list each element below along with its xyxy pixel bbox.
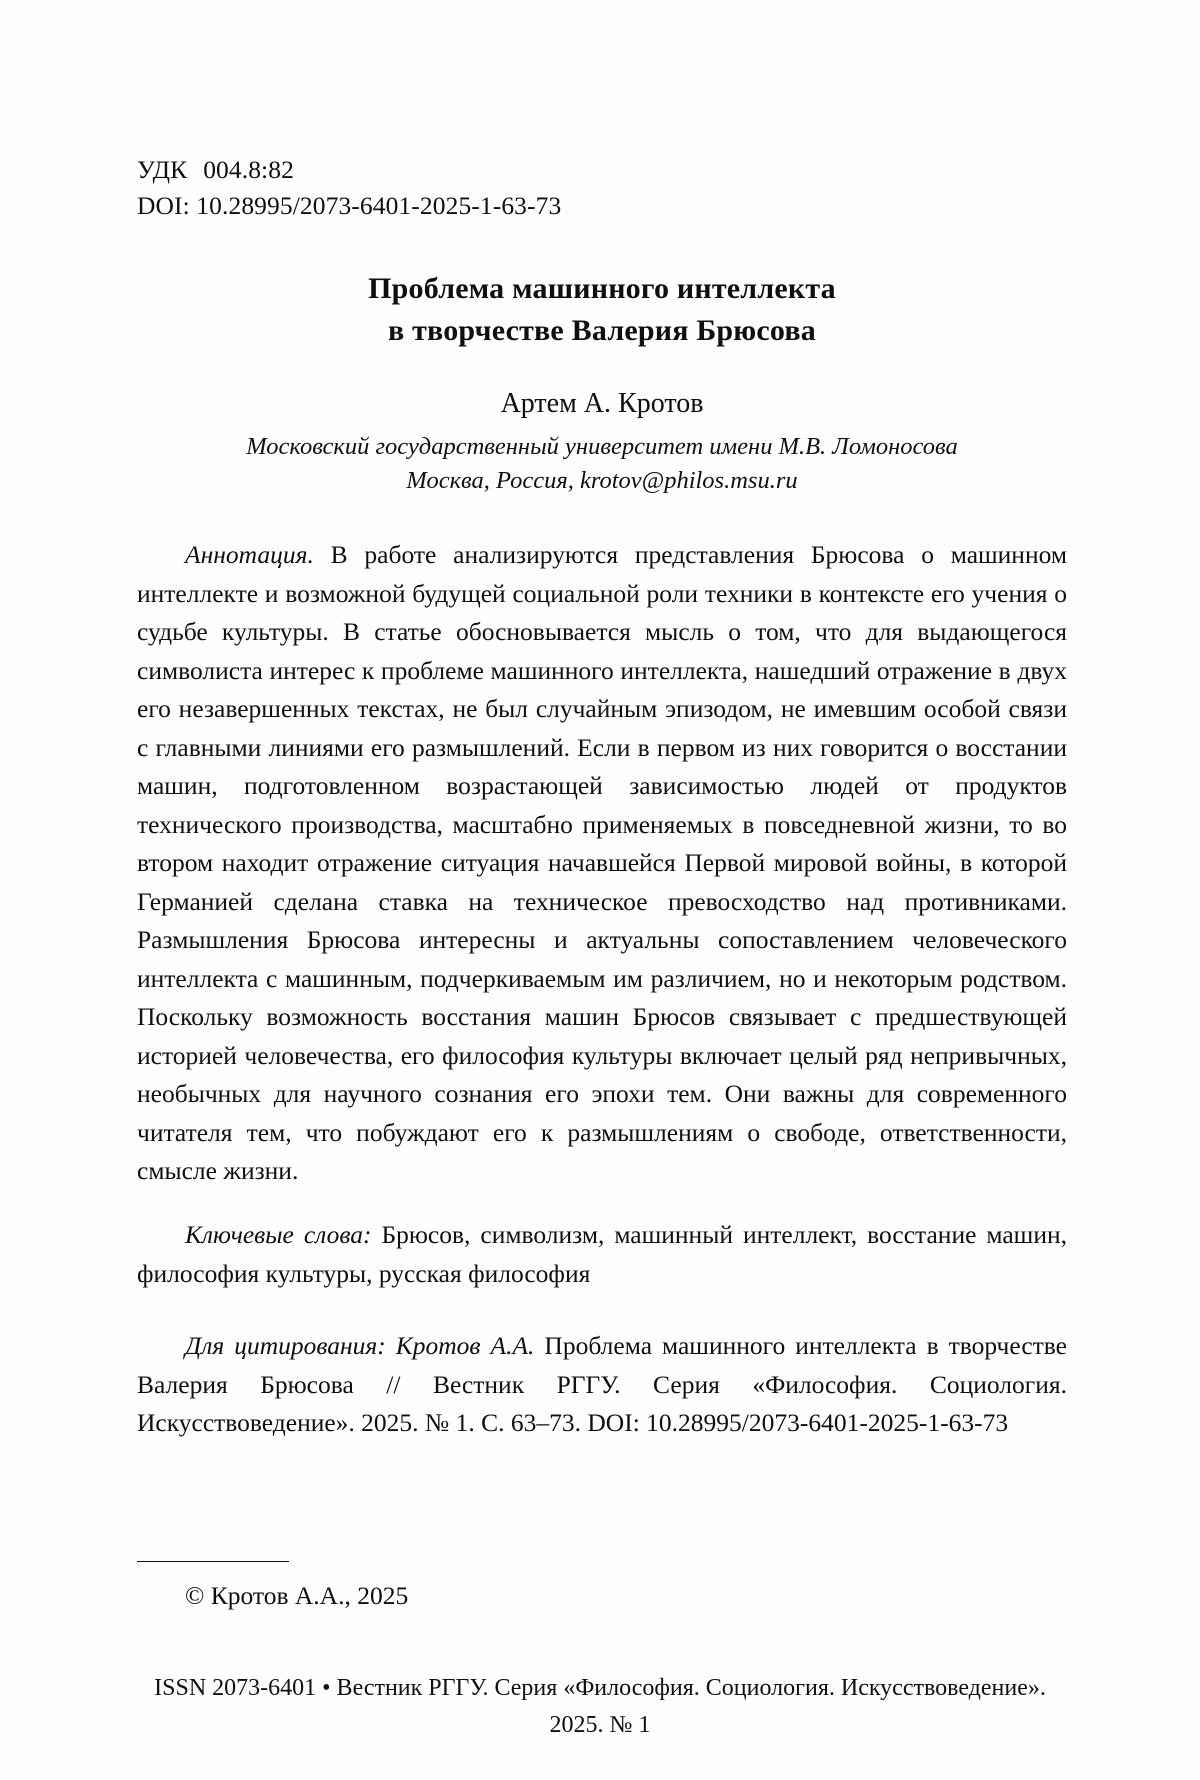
doi-value: 10.28995/2073-6401-2025-1-63-73 — [196, 191, 562, 220]
affiliation-line-1: Московский государственный университет имени М.В. Ломоносова — [246, 433, 958, 460]
abstract-label: Аннотация. — [185, 540, 314, 569]
citation-paragraph — [137, 1327, 1067, 1443]
title-line-2: в творчестве Валерия Брюсова — [388, 314, 816, 347]
issn-line-2: 2025. № 1 — [549, 1712, 651, 1738]
citation-text: Проблема машинного интеллекта в творчестве Валерия Брюсова // Вестник РГГУ. Серия «Философия. Социология. Искусствоведение». 2025. № 1. С. 63–73. DOI: 10.28995/2073-6401-2025-1-63-73 — [137, 1331, 1067, 1437]
issn-line-1: ISSN 2073-6401 • Вестник РГГУ. Серия «Философия. Социология. Искусствоведение». — [154, 1675, 1046, 1701]
footnote-divider — [137, 1561, 289, 1562]
abstract-paragraph — [137, 536, 1067, 1191]
page-title — [137, 268, 1067, 352]
citation-label: Для цитирования: — [185, 1331, 386, 1360]
udk-label: УДК — [137, 155, 188, 184]
keywords-text: Брюсов, символизм, машинный интеллект, восстание машин, философия культуры, русская философия — [137, 1220, 1067, 1288]
doi-line — [137, 188, 1067, 224]
udk-value: 004.8:82 — [203, 155, 294, 184]
udk-line — [137, 152, 1067, 188]
keywords-label: Ключевые слова: — [185, 1220, 372, 1249]
affiliation-line-2: Москва, Россия, krotov@philos.msu.ru — [406, 467, 798, 494]
copyright-notice: © Кротов А.А., 2025 — [185, 1581, 409, 1610]
page-content — [137, 0, 1067, 1468]
citation-author: Кротов А.А. — [385, 1331, 535, 1360]
author-affiliation — [137, 430, 1067, 498]
author-name: Артем А. Кротов — [500, 388, 704, 419]
keywords-paragraph — [137, 1216, 1067, 1293]
title-line-1: Проблема машинного интеллекта — [368, 272, 836, 305]
journal-footer — [100, 1670, 1100, 1744]
classification-codes — [137, 152, 1067, 224]
doi-label: DOI: — [137, 191, 190, 220]
abstract-text: В работе анализируются представления Брюсова о машинном интеллекте и возможной будущей социальной роли техники в контексте его учения о судьбе культуры. В статье обосновывается мысль о том, что для выдающегося символиста интерес к проблеме машинного интеллекта, нашедший отражение в двух его незавершенных текстах, не был случайным эпизодом, не имевшим особой связи с главными линиями его размышлений. Если в первом из них говорится о восстании машин, подготовленном возрастающей зависимостью людей от продуктов технического производства, масштабно применяемых в повседневной жизни, то во втором находит отражение ситуация начавшейся Первой мировой войны, в которой Германией сделана ставка на техническое превосходство над противниками. Размышления Брюсова интересны и актуальны сопоставлением человеческого интеллекта с машинным, подчеркиваемым им различием, но и некоторым родством. Поскольку возможность восстания машин Брюсов связывает с предшествующей историей человечества, его философия культуры включает целый ряд непривычных, необычных для научного сознания его эпохи тем. Они важны для современного читателя тем, что побуждают его к размышлениям о свободе, ответственности, смысле жизни. — [137, 540, 1067, 1185]
